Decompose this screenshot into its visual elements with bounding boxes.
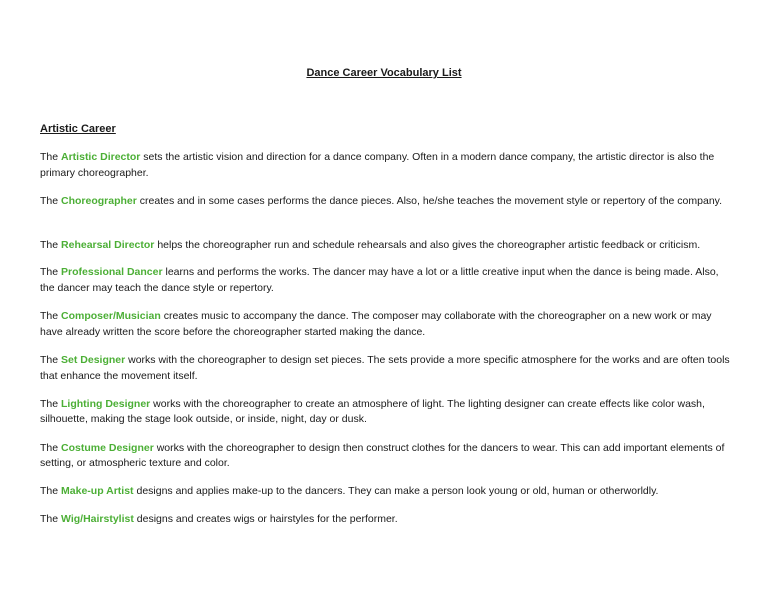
vocabulary-term: Lighting Designer [61, 397, 151, 410]
vocabulary-entry-wig-hairstylist [40, 512, 730, 528]
vocabulary-list [40, 150, 730, 540]
vocabulary-entry-costume-designer [40, 441, 730, 472]
entry-definition: learns and performs the works. The dancer may have a lot or a little creative input when the dance is being made. Also, the dancer may teach the dance style or repertory. [40, 266, 719, 294]
entry-lead: The [40, 513, 62, 526]
entry-definition: works with the choreographer to create an atmosphere of light. The lighting designer can create effects like color wash, silhouette, making the stage look outside, or inside, night, day or dusk. [40, 397, 705, 426]
entry-definition: creates and in some cases performs the dance pieces. Also, he/she teaches the movement style or repertory of the company. [136, 194, 723, 207]
entry-lead: The [40, 485, 62, 498]
vocabulary-term: Rehearsal Director [61, 238, 155, 251]
entry-definition: designs and applies make-up to the dancers. They can make a person look young or old, human or otherworldly. [133, 485, 659, 498]
vocabulary-entry-set-designer [40, 353, 730, 384]
entry-definition: sets the artistic vision and direction for a dance company. Often in a modern dance company, the artistic director is also the primary choreographer. [40, 151, 715, 179]
entry-lead: The [40, 238, 62, 251]
entry-lead: The [40, 310, 62, 323]
entry-lead: The [40, 397, 62, 410]
vocabulary-entry-artistic-director [40, 150, 730, 181]
entry-lead: The [40, 353, 62, 366]
vocabulary-term: Composer/Musician [61, 310, 161, 323]
vocabulary-entry-lighting-designer [40, 397, 730, 428]
entry-definition: works with the choreographer to design set pieces. The sets provide a more specific atmosphere for the works and are often tools that enhance the movement itself. [40, 353, 730, 382]
vocabulary-term: Make-up Artist [61, 485, 134, 498]
vocabulary-entry-professional-dancer [40, 265, 730, 296]
entry-definition: designs and creates wigs or hairstyles for the performer. [133, 513, 398, 526]
entry-lead: The [40, 194, 62, 207]
vocabulary-term: Professional Dancer [61, 266, 163, 279]
entry-definition: helps the choreographer run and schedule rehearsals and also gives the choreographer artistic feedback or criticism. [154, 238, 701, 251]
vocabulary-term: Artistic Director [61, 151, 141, 163]
vocabulary-term: Wig/Hairstylist [61, 513, 134, 526]
vocabulary-entry-choreographer [40, 194, 730, 225]
entry-definition: works with the choreographer to design then construct clothes for the dancers to wear. This can add important elements of setting, or atmospheric texture and color. [40, 441, 725, 470]
section-heading: Artistic Career [40, 123, 116, 135]
entry-lead: The [40, 151, 62, 163]
vocabulary-entry-rehearsal-director [40, 238, 730, 254]
document-title: Dance Career Vocabulary List [306, 67, 462, 79]
vocabulary-entry-composer-musician [40, 309, 730, 340]
entry-definition: creates music to accompany the dance. The composer may collaborate with the choreographer on a new work or may have already written the score before the choreographer started making the dance. [40, 310, 712, 338]
vocabulary-term: Costume Designer [61, 441, 154, 454]
vocabulary-term: Set Designer [61, 353, 126, 366]
vocabulary-entry-make-up-artist [40, 484, 730, 500]
entry-lead: The [40, 266, 62, 279]
entry-lead: The [40, 441, 62, 454]
vocabulary-term: Choreographer [61, 194, 137, 207]
